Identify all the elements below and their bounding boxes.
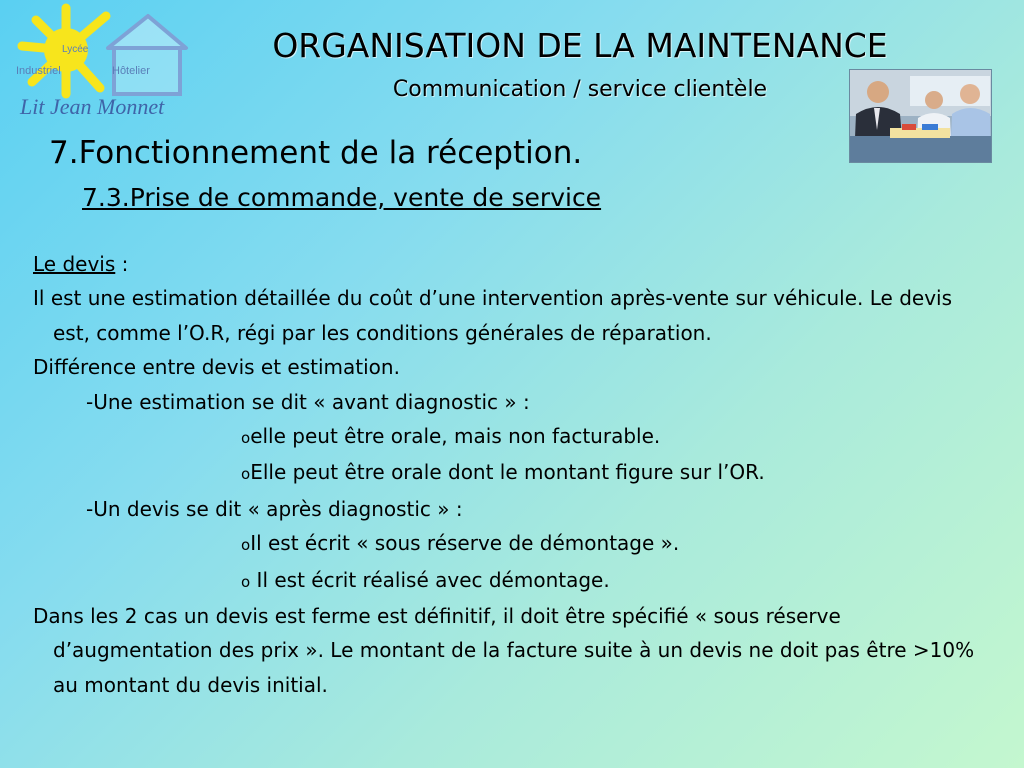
section-heading: 7.Fonctionnement de la réception. [49,135,583,171]
list-item [33,526,983,562]
estimation-intro: -Une estimation se dit « avant diagnostic » : [86,389,530,414]
logo-signature: Lit Jean Monnet [20,94,165,119]
devis-colon: : [115,252,129,276]
devis-point-1: Il est écrit « sous réserve de démontage ». [250,531,680,556]
sun-house-logo-icon [8,2,198,124]
page-subtitle: Communication / service clientèle [392,77,768,102]
logo-line2: Industriel [16,65,61,77]
list-item [33,455,983,491]
subsection-heading: 7.3.Prise de commande, vente de service [82,183,602,212]
bullet-icon: o [241,572,251,591]
logo-line3: Hôtelier [112,65,150,77]
devis-heading-line [33,247,983,281]
bullet-icon: o [241,536,251,555]
list-item [33,563,983,599]
bullet-icon: o [241,429,251,448]
reception-photo-image [850,70,991,162]
devis-intro: -Un devis se dit « après diagnostic » : [86,496,463,521]
devis-label: Le devis [33,252,116,276]
estimation-point-1: elle peut être orale, mais non facturable. [250,424,661,449]
difference-line: Différence entre devis et estimation. [33,355,400,380]
devis-definition: Il est une estimation détaillée du coût d’une intervention après-vente sur véhicule. Le devis est, comme l’O.R, régi par les conditions générales de réparation. [33,286,953,345]
reception-photo [849,69,992,163]
slide-body [33,247,983,702]
devis-point-2: Il est écrit réalisé avec démontage. [250,567,610,592]
bullet-icon: o [241,465,251,484]
estimation-point-2: Elle peut être orale dont le montant figure sur l’OR. [250,460,765,485]
logo-line1: Lycée [62,44,89,55]
school-logo [8,2,198,124]
list-item [33,419,983,455]
conclusion-paragraph: Dans les 2 cas un devis est ferme est définitif, il doit être spécifié « sous réserve d’augmentation des prix ». Le montant de la facture suite à un devis ne doit pas être >10% au montant du devis initial. [33,604,975,697]
page-title: ORGANISATION DE LA MAINTENANCE [272,26,888,65]
